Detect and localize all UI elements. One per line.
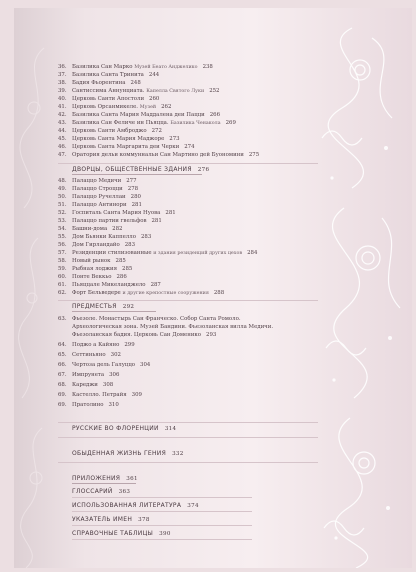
divider <box>58 422 318 423</box>
section-heading: ОБЫДЕННАЯ ЖИЗНЬ ГЕНИЯ 332 <box>72 450 184 457</box>
section-underline <box>72 174 202 175</box>
section-heading: ПРИЛОЖЕНИЯ 361 <box>72 475 138 482</box>
section-underline <box>72 483 136 484</box>
appendix-entry: СПРАВОЧНЫЕ ТАБЛИЦЫ 390 <box>72 530 171 537</box>
divider <box>72 525 252 526</box>
section-underline <box>72 311 156 312</box>
divider <box>58 300 318 301</box>
section-heading: РУССКИЕ ВО ФЛОРЕНЦИИ 314 <box>72 425 177 432</box>
appendix-entry: ГЛОССАРИЙ 363 <box>72 488 131 495</box>
section-heading: ПРЕДМЕСТЬЯ 292 <box>72 303 135 310</box>
divider <box>72 511 252 512</box>
appendix-entry: УКАЗАТЕЛЬ ИМЕН 378 <box>72 516 150 523</box>
divider <box>58 163 318 164</box>
appendix-entry: ИСПОЛЬЗОВАННАЯ ЛИТЕРАТУРА 374 <box>72 502 199 509</box>
divider <box>72 539 252 540</box>
divider <box>72 497 252 498</box>
divider <box>58 462 318 463</box>
section-heading: ДВОРЦЫ, ОБЩЕСТВЕННЫЕ ЗДАНИЯ 276 <box>72 166 210 173</box>
table-of-contents: 36. Базилика Сан Марко Музей Беато Анджелико 238 37. Базилика Санта Тринита 244 38. Бадия Фьорентина 248 39. Сантиссима Аннунциата. Капелла Святого Луки 252 40. Церковь Санти Апостоли 260 41. Церковь Орсанмикеле. Музей 262 42. Базилика Санта Мария Маддалена деи Пацци 266 43. Базилика Сан Феличе ин Пьяцца. Базилика Ченакола 269 44. Церковь Санти Амброджо 272 45. Церковь Санта Мария Маджоре 273 46. Церковь Санта Маргарита деи Черки 274 47. Оратория дельи коммуннальи Сан Мартино дей Буономини 275 ДВОРЦЫ, ОБЩЕСТВЕННЫЕ ЗДАНИЯ 276 48. Палаццо Медичи 277 49. Палаццо Строцци 278 50. Палаццо Ручеллаи 280 51. Палаццо Антинори 281 52. Госпиталь Санта Мария Нуова 281 53. Палаццо партии гвельфов 281 54. Башни-дома 282 55. Дом Бьянки Каппелло 283 56. Дом Гирландайо 283 57. Резиденции стилизованные и здания резиденций других цехов 284 58. Новый рынок 285 59. Рыбная лоджия 285 60. Понте Веккьо 286 61. Пьяццале Микеланджело 287 62. Форт Бельведере и другие крепостные сооружения 288 ПРЕДМЕСТЬЯ 292 63. Фьезоле. Монастырь Сан Франческо. Собор Санта Ромоло. Археологическая зона. Музей Бандини. Фьезоланская вилла Медичи. Фьезоланская бадия. Церковь Сан Доменико 293 64. Поджо а Кайяно 299 65. Сеттиньяно 302 66. Чертоза дель Галуццо 304 67. Импрунета 306 68. Кареджи 308 69. Кастелло. Петрайя 309 69. Пратолино 310 РУССКИЕ ВО ФЛОРЕНЦИИ 314 ОБЫДЕННАЯ ЖИЗНЬ ГЕНИЯ 332 ПРИЛОЖЕНИЯ 361 ГЛОССАРИЙ 363 ИСПОЛЬЗОВАННАЯ ЛИТЕРАТУРА 374 УКАЗАТЕЛЬ ИМЕН 378 СПРАВОЧНЫЕ ТАБЛИЦЫ 390 <box>0 0 416 572</box>
divider <box>58 437 318 438</box>
